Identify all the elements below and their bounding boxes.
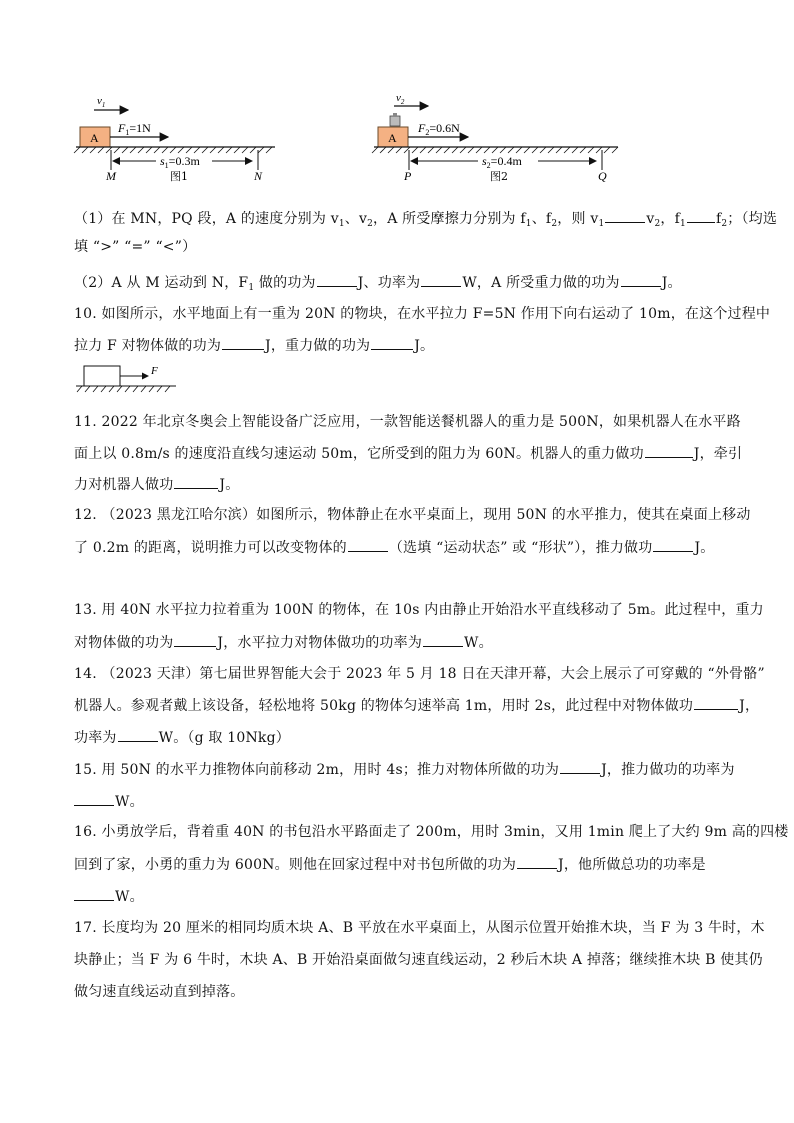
answer-blank[interactable] <box>560 759 600 774</box>
q9-part2-line: （2）A 从 M 运动到 N，$F_1$ 做的功为 J、功率为 W，A 所受重力做的功为 J。 <box>74 272 734 293</box>
block-label-1: A <box>90 131 99 145</box>
answer-blank[interactable] <box>645 443 693 458</box>
q14-line3: 功率为 W。（g 取 10Nkg） <box>74 727 734 748</box>
answer-blank[interactable] <box>605 208 645 223</box>
velocity-label-2: $v_2$ <box>396 92 405 106</box>
point-p-label: P <box>404 169 412 183</box>
velocity-label-1: $v_1$ <box>97 95 106 109</box>
q14-line1: 14. （2023 天津）第七届世界智能大会于 2023 年 5 月 18 日在天津开幕，大会上展示了可穿戴的 “外骨骼” <box>74 666 765 682</box>
figure-3-diagram <box>74 362 184 396</box>
figure-1-caption: 图1 <box>170 170 188 183</box>
answer-blank[interactable] <box>421 272 461 287</box>
answer-blank[interactable] <box>317 272 357 287</box>
q16-line1: 16. 小勇放学后，背着重 40N 的书包沿水平路面走了 200m，用时 3min，又用 1min 爬上了大约 9m 高的四楼 <box>74 824 789 840</box>
answer-blank[interactable] <box>694 695 738 710</box>
q16-line2: 回到了家，小勇的重力为 600N。则他在回家过程中对书包所做的功为 J，他所做总功的功率是 <box>74 854 734 875</box>
q17-line2: 块静止；当 F 为 6 牛时，木块 A、B 开始沿桌面做匀速直线运动，2 秒后木块 A 掉落；继续推木块 B 使其仍 <box>74 952 763 968</box>
force-label-3: F <box>151 365 158 377</box>
answer-blank[interactable] <box>74 791 114 806</box>
distance-label-1: $s_1=0.3m$ <box>160 154 200 170</box>
figure-2-diagram <box>370 92 626 184</box>
point-n-label: N <box>254 169 263 183</box>
point-m-label: M <box>106 169 116 183</box>
q9-part1-line2: 填 “>” “=” “<”） <box>74 239 197 255</box>
answer-blank[interactable] <box>621 272 661 287</box>
q15-line1: 15. 用 50N 的水平力推物体向前移动 2m，用时 4s；推力对物体所做的功为 J，推力做功的功率为 <box>74 759 734 780</box>
q10-line2: 拉力 F 对物体做的功为 J，重力做的功为 J。 <box>74 335 734 356</box>
point-q-label: Q <box>598 169 607 183</box>
q9-part1-line1: （1）在 MN，PQ 段，A 的速度分别为 $v_1$、$v_2$，A 所受摩擦力分别为 $f_1$、$f_2$，则 $v_1$ $v_2$，$f_1$ $f_2$；（均选 <box>74 208 734 229</box>
q11-line2: 面上以 0.8m/s 的速度沿直线匀速运动 50m，它所受到的阻力为 60N。机器人的重力做功 J，牵引 <box>74 443 734 464</box>
q14-line2: 机器人。参观者戴上该设备，轻松地将 50kg 的物体匀速举高 1m，用时 2s，此过程中对物体做功 J， <box>74 695 734 716</box>
q17-line1: 17. 长度均为 20 厘米的相同均质木块 A、B 平放在水平桌面上，从图示位置开始推木块，当 F 为 3 牛时，木 <box>74 920 765 936</box>
q13-line1: 13. 用 40N 水平拉力拉着重为 100N 的物体，在 10s 内由静止开始沿水平直线移动了 5m。此过程中，重力 <box>74 602 764 618</box>
q10-line1: 10. 如图所示，水平地面上有一重为 20N 的物块，在水平拉力 F=5N 作用下向右运动了 10m，在这个过程中 <box>74 306 771 322</box>
answer-blank[interactable] <box>222 335 264 350</box>
answer-blank[interactable] <box>174 474 218 489</box>
answer-blank[interactable] <box>423 632 463 647</box>
q15-line2: W。 <box>74 791 734 812</box>
q11-line1: 11. 2022 年北京冬奥会上智能设备广泛应用，一款智能送餐机器人的重力是 500N，如果机器人在水平路 <box>74 414 741 430</box>
figure-2-caption: 图2 <box>490 170 508 183</box>
answer-blank[interactable] <box>118 727 158 742</box>
q11-line3: 力对机器人做功 J。 <box>74 474 734 495</box>
answer-blank[interactable] <box>517 854 557 869</box>
q17-line3: 做匀速直线运动直到掉落。 <box>74 984 245 1000</box>
block-fig3 <box>84 366 120 386</box>
force-label-2: $F_2=0.6N$ <box>418 121 460 137</box>
q16-line3: W。 <box>74 886 734 907</box>
answer-blank[interactable] <box>74 886 114 901</box>
answer-blank[interactable] <box>174 632 216 647</box>
block-label-2: A <box>388 131 397 145</box>
force-label-1: $F_1=1N$ <box>118 121 151 137</box>
ground-hatch-1 <box>74 147 272 153</box>
q12-line1: 12. （2023 黑龙江哈尔滨）如图所示，物体静止在水平桌面上，现用 50N 的水平推力，使其在桌面上移动 <box>74 507 751 523</box>
answer-blank[interactable] <box>371 335 413 350</box>
answer-blank[interactable] <box>687 208 715 223</box>
distance-label-2: $s_2=0.4m$ <box>482 154 522 170</box>
answer-blank[interactable] <box>348 537 388 552</box>
figure-1-diagram <box>70 92 290 184</box>
answer-blank[interactable] <box>653 537 693 552</box>
q12-line2: 了 0.2m 的距离，说明推力可以改变物体的 （选填 “运动状态” 或 “形状”），推力做功 J。 <box>74 537 734 558</box>
weight-on-block <box>390 116 400 126</box>
q13-line2: 对物体做的功为 J，水平拉力对物体做功的功率为 W。 <box>74 632 734 653</box>
